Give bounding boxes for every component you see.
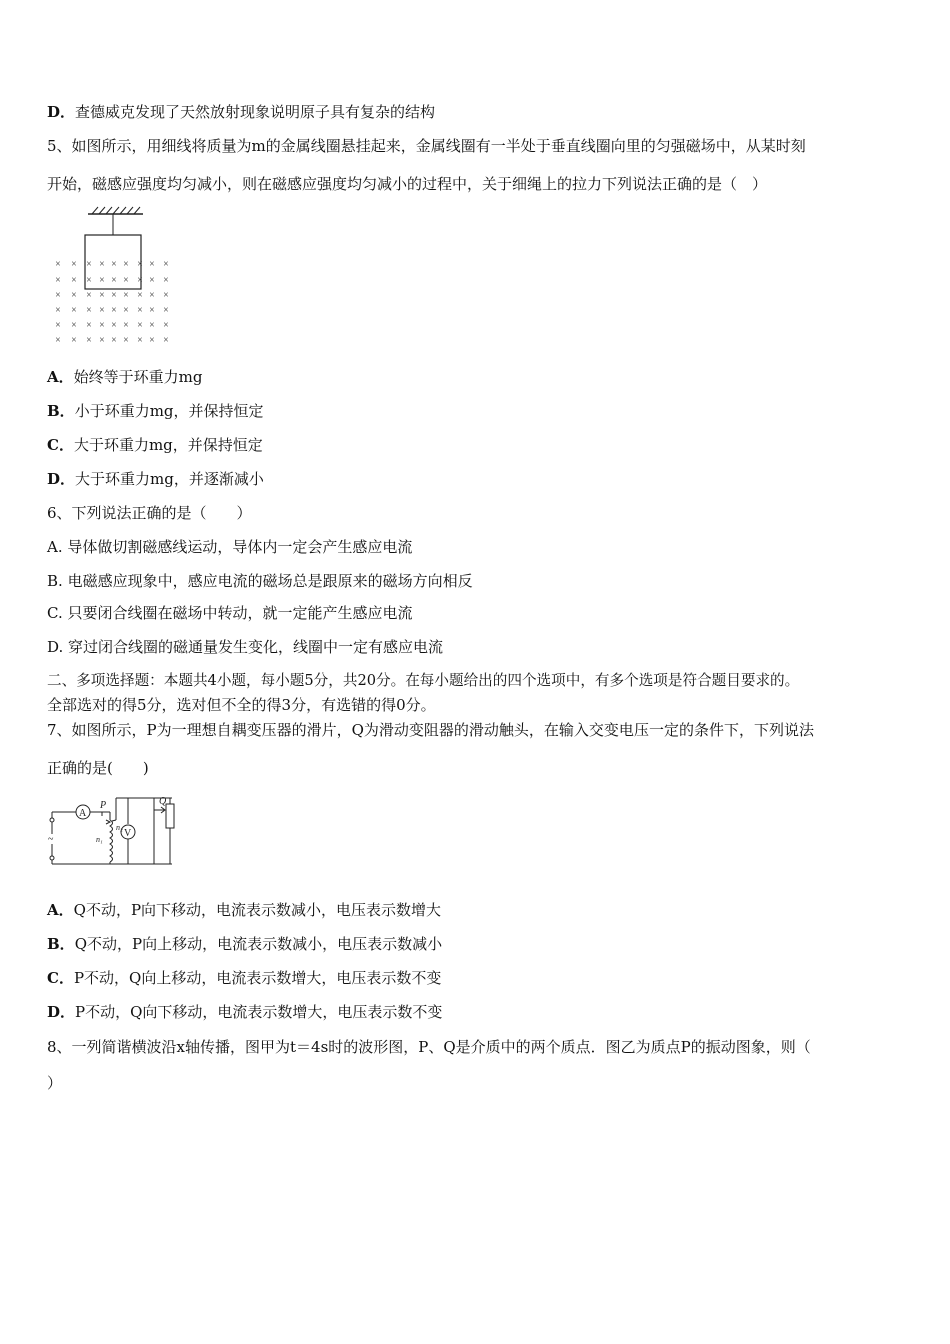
q7-option-d (47, 1002, 442, 1022)
svg-text:×: × (123, 259, 129, 270)
svg-text:×: × (123, 275, 129, 286)
svg-text:×: × (99, 305, 105, 316)
option-text: Q不动，P向下移动，电流表示数减小，电压表示数增大 (73, 901, 442, 919)
option-text: 查德威克发现了天然放射现象说明原子具有复杂的结构 (75, 103, 436, 121)
svg-text:×: × (99, 290, 105, 301)
q6-option-d (47, 637, 443, 657)
svg-text:×: × (137, 305, 143, 316)
option-label: C． (47, 969, 74, 987)
svg-text:×: × (99, 275, 105, 286)
svg-text:×: × (123, 320, 129, 331)
svg-text:×: × (71, 275, 77, 286)
option-label: A． (47, 368, 74, 386)
svg-text:×: × (163, 305, 169, 316)
option-label: C. (47, 604, 63, 622)
option-label: B． (47, 935, 75, 953)
svg-text:×: × (71, 259, 77, 270)
svg-text:×: × (149, 305, 155, 316)
q7-transformer-circuit-figure (44, 790, 184, 866)
svg-text:×: × (111, 275, 117, 286)
svg-text:×: × (163, 275, 169, 286)
svg-text:×: × (99, 335, 105, 345)
option-label: D． (47, 470, 76, 488)
svg-text:×: × (137, 290, 143, 301)
option-text: 电磁感应现象中，感应电流的磁场总是跟原来的磁场方向相反 (67, 572, 473, 590)
option-label: A. (47, 538, 63, 556)
ac-source-label: ~ (48, 834, 54, 845)
q7-option-c (47, 968, 441, 988)
option-label: D． (47, 1003, 76, 1021)
svg-text:×: × (86, 305, 92, 316)
option-label: C． (47, 436, 74, 454)
svg-text:×: × (55, 259, 61, 270)
svg-text:×: × (86, 259, 92, 270)
svg-text:×: × (149, 320, 155, 331)
svg-text:×: × (86, 320, 92, 331)
svg-text:×: × (55, 290, 61, 301)
q5-magnetic-coil-figure (48, 205, 178, 345)
svg-text:×: × (71, 320, 77, 331)
svg-text:×: × (123, 335, 129, 345)
svg-text:×: × (86, 275, 92, 286)
q7-stem-line1: 7、如图所示，P为一理想自耦变压器的滑片，Q为滑动变阻器的滑动触头，在输入交变电压一定的条件下，下列说法 (47, 721, 814, 739)
q5-stem-line1: 5、如图所示，用细线将质量为m的金属线圈悬挂起来，金属线圈有一半处于垂直线圈向里的匀强磁场中，从某时刻 (47, 137, 806, 155)
option-text: 只要闭合线圈在磁场中转动，就一定能产生感应电流 (67, 604, 413, 622)
option-text: 始终等于环重力mg (73, 368, 203, 386)
q7-stem-line2: 正确的是( ) (47, 759, 149, 777)
svg-text:×: × (111, 305, 117, 316)
q5-option-a (47, 367, 202, 387)
svg-text:×: × (71, 335, 77, 345)
svg-text:×: × (111, 259, 117, 270)
svg-text:×: × (111, 320, 117, 331)
option-text: 导体做切割磁感线运动，导体内一定会产生感应电流 (67, 538, 413, 556)
option-label: B. (47, 572, 63, 590)
svg-text:×: × (55, 275, 61, 286)
ammeter-label: A (79, 808, 87, 819)
slider-q-label: Q (159, 796, 167, 807)
option-text: P不动，Q向下移动，电流表示数增大，电压表示数不变 (75, 1003, 443, 1021)
svg-text:×: × (86, 290, 92, 301)
q7-option-a (47, 900, 441, 920)
q6-option-c (47, 603, 413, 623)
q6-option-a (47, 537, 412, 557)
section2-instructions-line1: 二、多项选择题：本题共4小题，每小题5分，共20分。在每小题给出的四个选项中，有多个选项是符合题目要求的。 (47, 672, 800, 689)
svg-text:×: × (149, 290, 155, 301)
svg-text:×: × (123, 305, 129, 316)
svg-text:×: × (137, 275, 143, 286)
svg-text:×: × (71, 290, 77, 301)
option-text: P不动，Q向上移动，电流表示数增大，电压表示数不变 (73, 969, 442, 987)
q6-option-b (47, 571, 473, 591)
svg-text:×: × (111, 290, 117, 301)
svg-text:×: × (123, 290, 129, 301)
svg-text:×: × (163, 335, 169, 345)
option-label: A． (47, 901, 74, 919)
svg-text:×: × (163, 259, 169, 270)
svg-text:×: × (137, 335, 143, 345)
n1-label: n₁ (96, 835, 103, 844)
svg-text:×: × (71, 305, 77, 316)
option-text: 大于环重力mg，并逐渐减小 (75, 470, 264, 488)
option-label: B． (47, 402, 75, 420)
q5-stem-line2: 开始，磁感应强度均匀减小，则在磁感应强度均匀减小的过程中，关于细绳上的拉力下列说法正确的是（ ） (47, 175, 768, 193)
svg-text:×: × (86, 335, 92, 345)
option-text: 大于环重力mg，并保持恒定 (73, 436, 263, 454)
q8-stem-line1: 8、一列简谐横波沿x轴传播，图甲为t＝4s时的波形图，P、Q是介质中的两个质点．图乙为质点P的振动图象，则（ (47, 1038, 811, 1056)
svg-text:×: × (99, 320, 105, 331)
section2-instructions-line2: 全部选对的得5分，选对但不全的得3分，有选错的得0分。 (47, 696, 436, 714)
n2-label: n₂ (116, 823, 123, 832)
q5-option-c (47, 435, 263, 455)
option-text: 穿过闭合线圈的磁通量发生变化，线圈中一定有感应电流 (68, 638, 444, 656)
svg-text:×: × (149, 275, 155, 286)
option-text: 小于环重力mg，并保持恒定 (74, 402, 264, 420)
svg-text:×: × (99, 259, 105, 270)
q8-stem-line2: ） (47, 1074, 63, 1092)
option-text: Q不动，P向上移动，电流表示数减小，电压表示数减小 (74, 935, 443, 953)
q5-option-d (47, 469, 264, 489)
svg-text:×: × (149, 259, 155, 270)
svg-text:×: × (111, 335, 117, 345)
svg-text:×: × (137, 320, 143, 331)
q5-option-b (47, 401, 264, 421)
svg-text:×: × (163, 320, 169, 331)
svg-text:×: × (163, 290, 169, 301)
option-label: D. (47, 638, 64, 656)
svg-text:×: × (149, 335, 155, 345)
svg-text:×: × (55, 305, 61, 316)
slider-p-label: P (100, 800, 107, 811)
q6-stem: 6、下列说法正确的是（ ） (47, 504, 252, 522)
q7-option-b (47, 934, 442, 954)
option-label: D． (47, 103, 76, 121)
voltmeter-label: V (124, 828, 132, 839)
svg-text:×: × (55, 335, 61, 345)
svg-text:×: × (55, 320, 61, 331)
q4-option-d (47, 102, 435, 122)
svg-text:×: × (137, 259, 143, 270)
